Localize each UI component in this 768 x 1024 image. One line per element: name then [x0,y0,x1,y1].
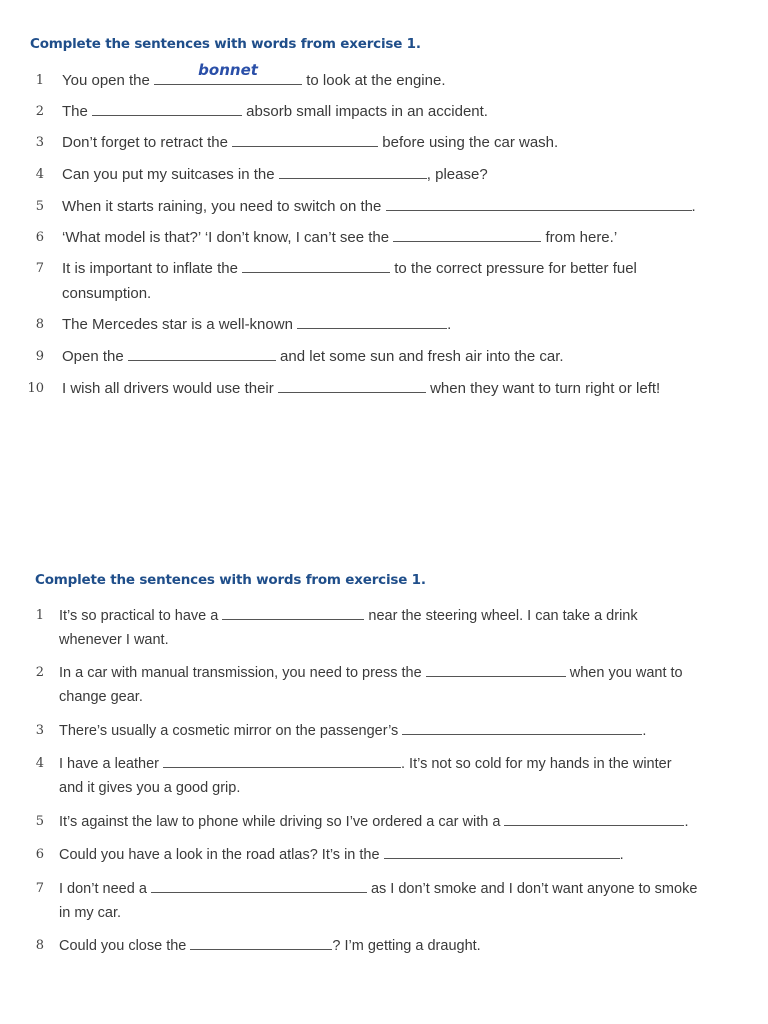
answer-blank[interactable] [393,226,541,242]
item-number: 5 [35,814,44,829]
answer-blank[interactable] [92,100,242,116]
answer-blank[interactable] [163,752,401,768]
section-heading: Complete the sentences with words from exercise 1. [35,572,426,588]
item-number: 2 [35,665,44,680]
answer-blank[interactable] [232,131,378,147]
answer-blank[interactable] [297,313,447,329]
item-number: 1 [35,73,44,88]
item-number: 4 [35,167,44,182]
section-heading: Complete the sentences with words from exercise 1. [30,36,421,52]
answer-blank[interactable] [384,843,620,859]
answer-blank[interactable] [222,604,364,620]
item-number: 6 [35,230,44,245]
answer-blank[interactable] [128,345,276,361]
item-number: 3 [35,135,44,150]
answer-blank[interactable] [386,195,692,211]
answer-blank[interactable] [402,719,642,735]
item-number: 10 [27,381,44,396]
answer-blank[interactable] [279,163,427,179]
handwritten-answer: bonnet [198,61,258,79]
item-number: 8 [35,938,44,953]
answer-blank[interactable] [426,661,566,677]
item-number: 7 [35,261,44,276]
item-number: 4 [35,756,44,771]
item-number: 5 [35,199,44,214]
item-number: 1 [35,608,44,623]
item-number: 9 [35,349,44,364]
answer-blank[interactable] [151,877,367,893]
answer-blank[interactable] [154,61,302,85]
item-number: 2 [35,104,44,119]
item-number: 3 [35,723,44,738]
answer-blank[interactable] [504,810,684,826]
answer-blank[interactable] [242,257,390,273]
item-number: 7 [35,881,44,896]
answer-blank[interactable] [278,377,426,393]
item-number: 6 [35,847,44,862]
item-number: 8 [35,317,44,332]
answer-blank[interactable] [190,934,332,950]
